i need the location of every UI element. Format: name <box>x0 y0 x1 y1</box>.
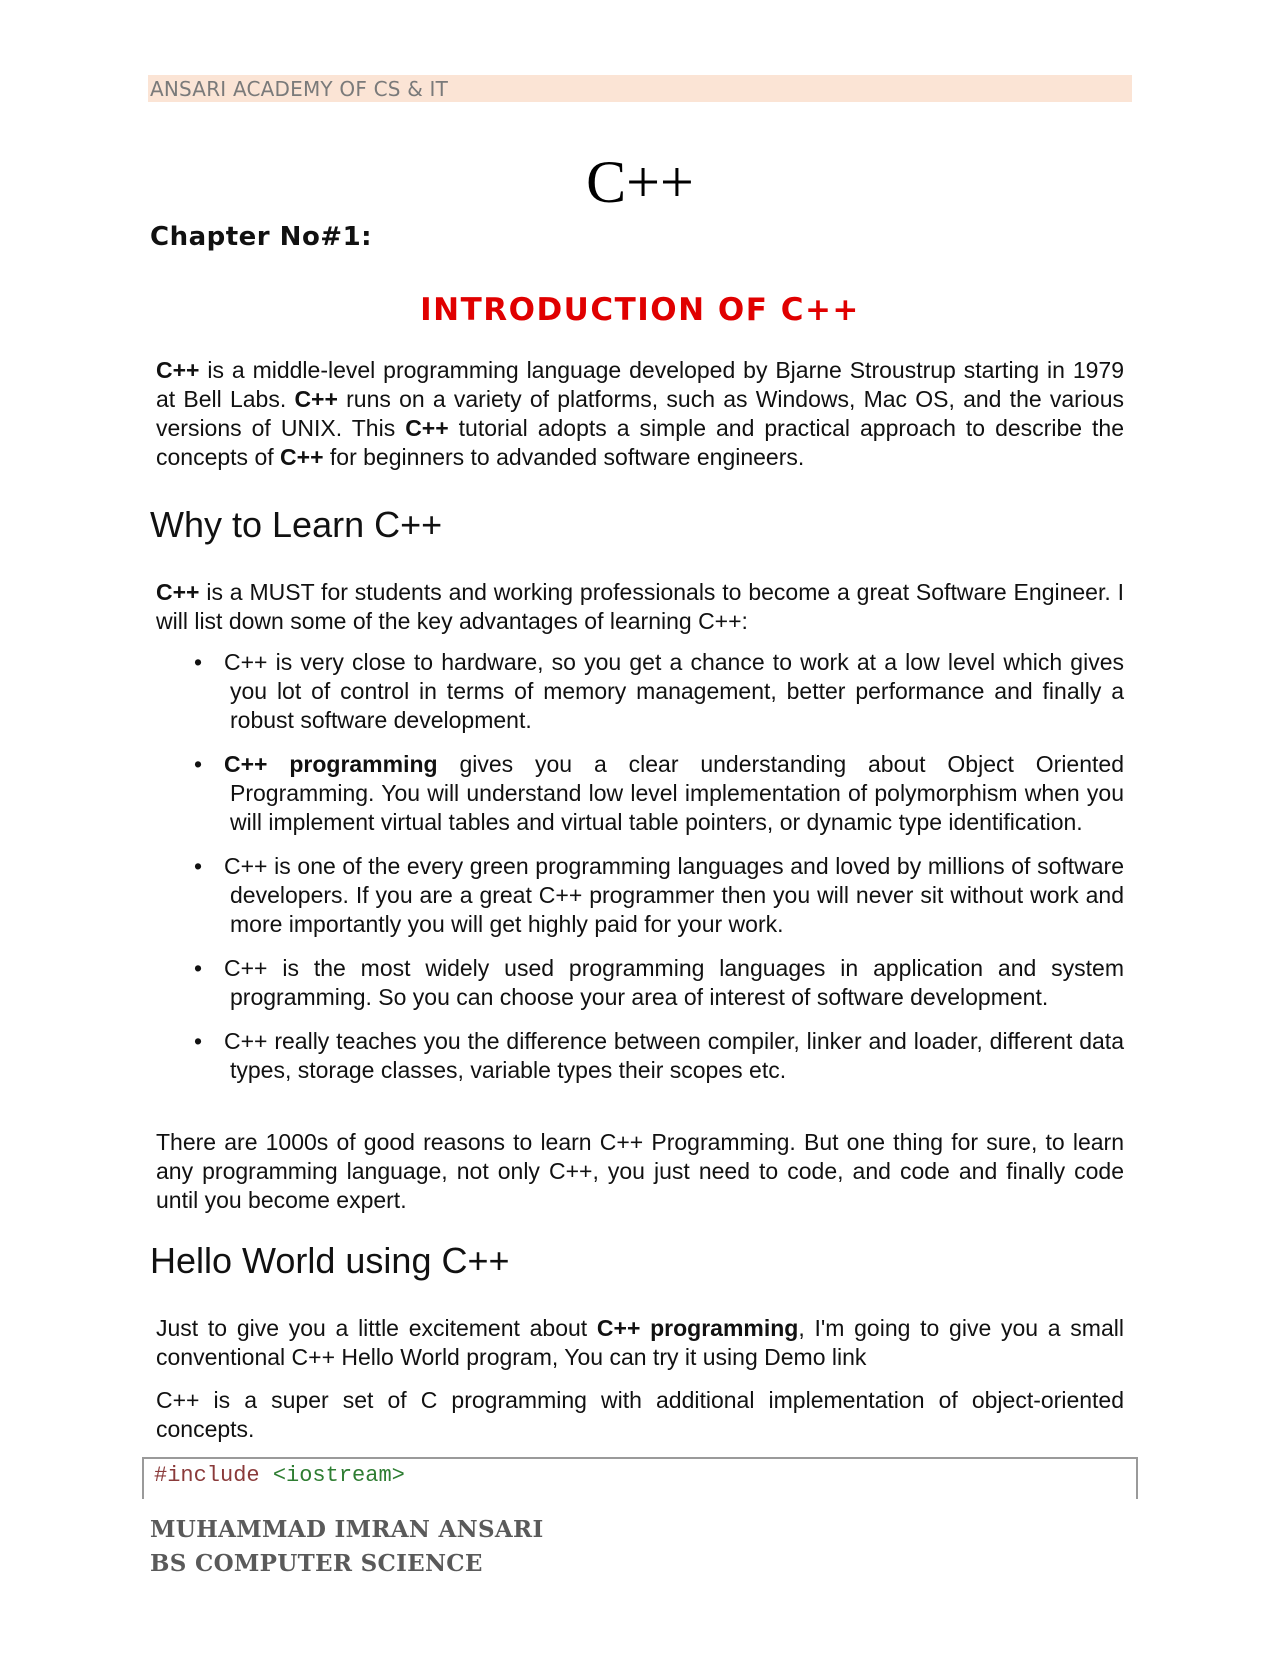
footer-degree: BS COMPUTER SCIENCE <box>150 1550 483 1577</box>
document-title: C++ <box>586 149 694 215</box>
why-learn-heading: Why to Learn C++ <box>150 504 443 545</box>
list-item <box>156 852 1124 939</box>
intro-bold-2: C++ <box>294 386 338 412</box>
hello-text-b: , I'm going to give you a small conventional C++ Hello World program, You can try it using Demo link <box>156 1315 1124 1370</box>
bullet-icon: • <box>194 853 203 879</box>
hello-paragraph-2: C++ is a super set of C programming with additional implementation of object-oriented concepts. <box>156 1387 1124 1442</box>
header-band <box>148 75 1132 102</box>
bullet-text-1: C++ is very close to hardware, so you get a chance to work at a low level which gives you lot of control in terms of memory management, better performance and finally a robust software development. <box>224 649 1124 733</box>
intro-bold-3: C++ <box>405 415 449 441</box>
academy-header: ANSARI ACADEMY OF CS & IT <box>150 77 449 101</box>
list-item <box>156 954 1124 1012</box>
list-item <box>156 750 1124 837</box>
code-library: <iostream> <box>272 1463 405 1488</box>
advantages-list <box>156 648 1124 1100</box>
intro-text-1: is a middle-level programming language developed by Bjarne Stroustrup starting in 1979 at Bell Labs. <box>156 357 1124 412</box>
why-lead-text: is a MUST for students and working professionals to become a great Software Engineer. I will list down some of the key advantages of learning C++: <box>156 579 1124 634</box>
bullet-bold-2: C++ programming <box>224 751 438 777</box>
hello-world-heading: Hello World using C++ <box>150 1240 510 1281</box>
introduction-heading: INTRODUCTION OF C++ <box>420 292 860 328</box>
intro-text-4: for beginners to advanded software engineers. <box>323 444 805 470</box>
why-lead-paragraph <box>156 578 1124 636</box>
intro-paragraph <box>156 356 1124 472</box>
list-item <box>156 648 1124 735</box>
footer-author: MUHAMMAD IMRAN ANSARI <box>150 1516 544 1543</box>
bullet-text-4: C++ is the most widely used programming languages in application and system programming. So you can choose your area of interest of software development. <box>224 955 1124 1010</box>
bullet-icon: • <box>194 1028 203 1054</box>
chapter-label: Chapter No#1: <box>150 222 373 252</box>
bullet-icon: • <box>194 649 203 675</box>
code-directive: #include <box>154 1463 260 1488</box>
closing-paragraph: There are 1000s of good reasons to learn C++ Programming. But one thing for sure, to learn any programming language, not only C++, you just need to code, and code and finally code until you become expert. <box>156 1129 1124 1213</box>
intro-bold-4: C++ <box>280 444 324 470</box>
why-lead-bold: C++ <box>156 579 200 605</box>
bullet-text-5: C++ really teaches you the difference between compiler, linker and loader, different data types, storage classes, variable types their scopes etc. <box>224 1028 1124 1083</box>
intro-bold-1: C++ <box>156 357 200 383</box>
intro-text-2: runs on a variety of platforms, such as Windows, Mac OS, and the various versions of UNIX. This <box>156 386 1125 441</box>
intro-text-3: tutorial adopts a simple and practical approach to describe the concepts of <box>156 415 1124 470</box>
hello-bold: C++ programming <box>596 1315 799 1341</box>
bullet-icon: • <box>194 955 203 981</box>
code-line <box>154 1463 405 1488</box>
bullet-text-2: gives you a clear understanding about Object Oriented Programming. You will understand low level implementation of polymorphism when you will implement virtual tables and virtual table pointers, or dynamic type identification. <box>230 751 1124 835</box>
bullet-text-3: C++ is one of the every green programming languages and loved by millions of software developers. If you are a great C++ programmer then you will never sit without work and more importantly you will get highly paid for your work. <box>224 853 1124 937</box>
hello-text-a: Just to give you a little excitement about <box>156 1315 597 1341</box>
code-block <box>142 1457 1138 1499</box>
list-item <box>156 1027 1124 1085</box>
hello-paragraph-1 <box>156 1314 1124 1372</box>
bullet-icon: • <box>194 751 203 777</box>
